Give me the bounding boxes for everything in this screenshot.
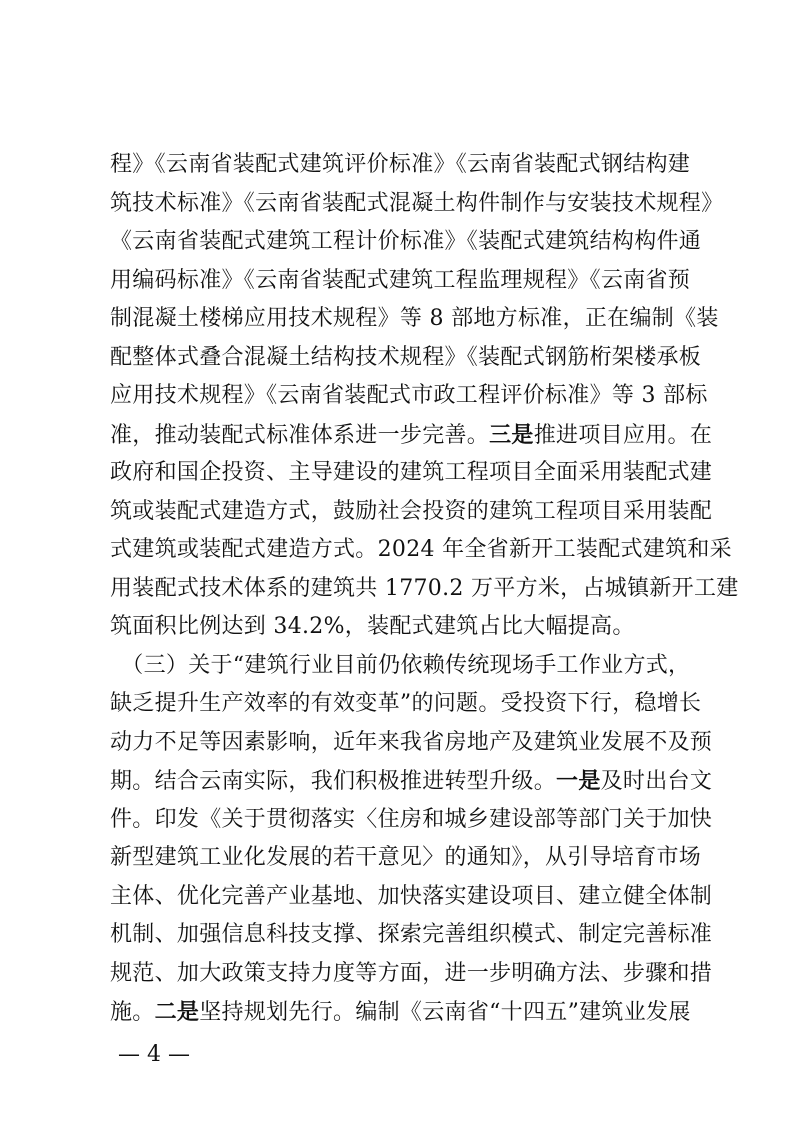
bold-lead-phrase: 一是 (556, 768, 601, 794)
text-line: 式建筑或装配式建造方式。2024 年全省新开工装配式建筑和采 (110, 537, 732, 562)
text-span: 坚持规划先行。编制《云南省“十四五”建筑业发展 (199, 1000, 691, 1025)
text-span: 期。结合云南实际，我们积极推进转型升级。 (110, 769, 557, 794)
text-line: 筑技术标准》《云南省装配式混凝土构件制作与安装技术规程》 (110, 190, 724, 216)
text-line (110, 993, 690, 1032)
text-line: 政府和国企投资、主导建设的建筑工程项目全面采用装配式建 (110, 460, 713, 485)
text-line: （三）关于“建筑行业目前仍依赖传统现场手工作业方式， (110, 652, 691, 678)
text-line: 规范、加大政策支持力度等方面，进一步明确方法、步骤和措 (110, 960, 713, 986)
text-line: 制混凝土楼梯应用技术规程》等 8 部地方标准，正在编制《装 (110, 306, 719, 331)
text-line: 主体、优化完善产业基地、加快落实建设项目、建立健全体制 (110, 883, 713, 909)
text-line: 筑面积比例达到 34.2%，装配式建筑占比大幅提高。 (110, 614, 635, 639)
text-line: 程》《云南省装配式建筑评价标准》《云南省装配式钢结构建 (110, 152, 691, 177)
text-line: 件。印发《关于贯彻落实〈住房和城乡建设部等部门关于加快 (110, 806, 713, 832)
text-span: 推进项目应用。在 (533, 422, 713, 448)
text-line: 机制、加强信息科技支撑、探索完善组织模式、制定完善标准 (110, 922, 713, 947)
text-line: 配整体式叠合混凝土结构技术规程》《装配式钢筋桁架楼承板 (110, 344, 702, 370)
text-line: 新型建筑工业化发展的若干意见〉的通知》，从引导培育市场 (110, 845, 702, 870)
text-span: 施。 (110, 1000, 155, 1025)
text-line (110, 416, 713, 455)
bold-lead-phrase: 二是 (154, 999, 200, 1025)
body-text (110, 146, 739, 1032)
text-line: 筑或装配式建造方式，鼓励社会投资的建筑工程项目采用装配 (110, 498, 713, 524)
text-span: 准，推动装配式标准体系进一步完善。 (110, 422, 490, 448)
text-line: 缺乏提升生产效率的有效变革”的问题。受投资下行，稳增长 (110, 691, 702, 716)
text-line (110, 762, 713, 801)
page-number: — 4 — (118, 1042, 190, 1067)
bold-lead-phrase: 三是 (489, 421, 534, 448)
text-line: 《云南省装配式建筑工程计价标准》《装配式建筑结构构件通 (110, 229, 702, 254)
text-line: 动力不足等因素影响，近年来我省房地产及建筑业发展不及预 (110, 729, 713, 755)
text-line: 用编码标准》《云南省装配式建筑工程监理规程》《云南省预 (110, 267, 691, 293)
text-span: 及时出台文 (600, 769, 713, 794)
text-line: 应用技术规程》《云南省装配式市政工程评价标准》等 3 部标 (110, 383, 708, 408)
text-line: 用装配式技术体系的建筑共 1770.2 万平方米，占城镇新开工建 (110, 575, 739, 601)
